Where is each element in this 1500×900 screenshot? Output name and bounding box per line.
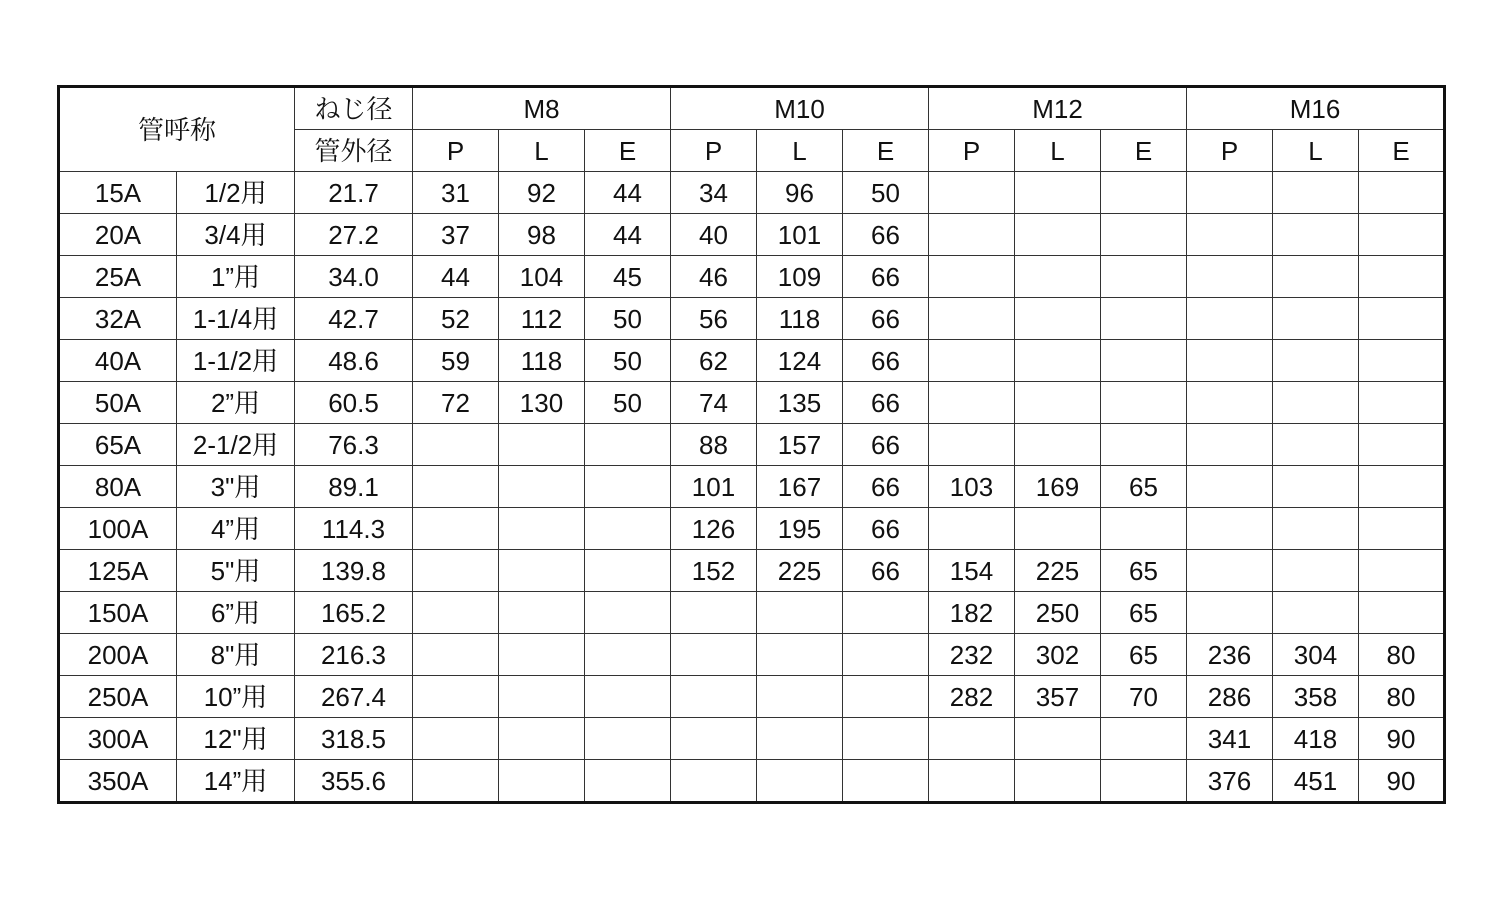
m8-e-cell: 45 [585,256,671,298]
subheader-m16-l: L [1273,130,1359,172]
subheader-m10-l: L [757,130,843,172]
m8-e-cell [585,676,671,718]
m8-e-cell: 50 [585,340,671,382]
m12-p-cell [929,340,1015,382]
m12-e-cell: 70 [1101,676,1187,718]
m16-e-cell [1359,508,1445,550]
m12-p-cell [929,256,1015,298]
m10-p-cell: 88 [671,424,757,466]
m16-p-cell [1187,466,1273,508]
m10-e-cell: 66 [843,508,929,550]
m10-e-cell: 66 [843,298,929,340]
pipe-size-cell: 150A [59,592,177,634]
m8-e-cell [585,592,671,634]
header-group-m16: M16 [1187,87,1445,130]
m16-p-cell [1187,424,1273,466]
m12-l-cell [1015,172,1101,214]
m12-p-cell [929,508,1015,550]
table-body [59,172,1445,803]
header-pipe-name: 管呼称 [59,87,295,172]
outer-diameter-cell: 355.6 [295,760,413,803]
pipe-size-cell: 20A [59,214,177,256]
m8-p-cell [413,550,499,592]
m16-l-cell [1273,298,1359,340]
m8-p-cell [413,466,499,508]
m10-e-cell: 66 [843,340,929,382]
m16-e-cell [1359,172,1445,214]
m8-e-cell [585,634,671,676]
pipe-size-cell: 25A [59,256,177,298]
m10-e-cell: 66 [843,256,929,298]
m8-e-cell [585,550,671,592]
m16-p-cell [1187,592,1273,634]
m10-e-cell: 66 [843,214,929,256]
m10-p-cell [671,676,757,718]
m8-e-cell [585,466,671,508]
pipe-size-cell: 40A [59,340,177,382]
m10-p-cell: 74 [671,382,757,424]
m10-l-cell [757,592,843,634]
m16-l-cell [1273,550,1359,592]
header-thread-diameter: ねじ径 [295,87,413,130]
m8-e-cell [585,718,671,760]
inch-size-cell: 2”用 [177,382,295,424]
m12-e-cell [1101,298,1187,340]
m10-e-cell [843,634,929,676]
inch-size-cell: 1”用 [177,256,295,298]
m8-p-cell [413,424,499,466]
table-row [59,298,1445,340]
dimension-table [57,85,1446,804]
m10-p-cell [671,592,757,634]
m16-l-cell [1273,340,1359,382]
m8-p-cell: 72 [413,382,499,424]
m12-p-cell [929,382,1015,424]
m8-p-cell [413,508,499,550]
header-group-m10: M10 [671,87,929,130]
m10-e-cell: 66 [843,550,929,592]
table-row [59,634,1445,676]
table-row [59,340,1445,382]
m12-l-cell [1015,424,1101,466]
m16-e-cell [1359,256,1445,298]
outer-diameter-cell: 216.3 [295,634,413,676]
m8-p-cell [413,634,499,676]
header-group-m12: M12 [929,87,1187,130]
pipe-size-cell: 80A [59,466,177,508]
pipe-size-cell: 32A [59,298,177,340]
table-row [59,172,1445,214]
m12-p-cell: 182 [929,592,1015,634]
table-row [59,466,1445,508]
m10-l-cell [757,634,843,676]
m16-l-cell [1273,466,1359,508]
m16-p-cell [1187,508,1273,550]
table-row [59,382,1445,424]
m8-p-cell: 52 [413,298,499,340]
m8-l-cell: 98 [499,214,585,256]
m8-p-cell [413,592,499,634]
m12-e-cell: 65 [1101,466,1187,508]
pipe-size-cell: 100A [59,508,177,550]
m10-p-cell: 101 [671,466,757,508]
m16-p-cell [1187,340,1273,382]
m8-l-cell [499,718,585,760]
pipe-size-cell: 65A [59,424,177,466]
m12-e-cell [1101,382,1187,424]
outer-diameter-cell: 139.8 [295,550,413,592]
m12-l-cell [1015,340,1101,382]
pipe-size-cell: 300A [59,718,177,760]
m12-e-cell [1101,508,1187,550]
m10-l-cell: 157 [757,424,843,466]
m16-p-cell: 341 [1187,718,1273,760]
inch-size-cell: 3/4用 [177,214,295,256]
m8-l-cell [499,466,585,508]
m12-p-cell [929,214,1015,256]
m8-e-cell: 44 [585,172,671,214]
m8-l-cell: 118 [499,340,585,382]
m12-l-cell [1015,256,1101,298]
m16-e-cell [1359,466,1445,508]
m10-l-cell: 124 [757,340,843,382]
subheader-m12-p: P [929,130,1015,172]
m16-l-cell: 418 [1273,718,1359,760]
header-row-1 [59,87,1445,130]
m16-e-cell: 80 [1359,634,1445,676]
m12-e-cell [1101,424,1187,466]
m12-p-cell [929,760,1015,803]
m8-l-cell [499,508,585,550]
m16-e-cell: 90 [1359,718,1445,760]
inch-size-cell: 5"用 [177,550,295,592]
table-row [59,550,1445,592]
m12-l-cell [1015,508,1101,550]
outer-diameter-cell: 89.1 [295,466,413,508]
m10-p-cell: 56 [671,298,757,340]
m10-p-cell: 46 [671,256,757,298]
m8-p-cell: 31 [413,172,499,214]
inch-size-cell: 1-1/2用 [177,340,295,382]
m8-p-cell [413,760,499,803]
m8-e-cell [585,424,671,466]
m8-l-cell: 92 [499,172,585,214]
m12-p-cell: 232 [929,634,1015,676]
m12-e-cell [1101,256,1187,298]
m8-l-cell: 130 [499,382,585,424]
m10-l-cell [757,676,843,718]
table-row [59,214,1445,256]
m12-p-cell [929,424,1015,466]
m16-e-cell [1359,550,1445,592]
table-row [59,592,1445,634]
m10-l-cell: 118 [757,298,843,340]
subheader-m8-e: E [585,130,671,172]
outer-diameter-cell: 114.3 [295,508,413,550]
m12-e-cell [1101,760,1187,803]
subheader-m16-p: P [1187,130,1273,172]
m8-l-cell [499,550,585,592]
m8-p-cell [413,718,499,760]
m12-e-cell: 65 [1101,550,1187,592]
m12-l-cell [1015,718,1101,760]
m10-l-cell: 109 [757,256,843,298]
inch-size-cell: 1/2用 [177,172,295,214]
m12-e-cell [1101,718,1187,760]
inch-size-cell: 3"用 [177,466,295,508]
pipe-size-cell: 125A [59,550,177,592]
m16-l-cell: 304 [1273,634,1359,676]
m12-p-cell: 103 [929,466,1015,508]
m16-e-cell: 90 [1359,760,1445,803]
m12-e-cell [1101,172,1187,214]
m16-l-cell: 358 [1273,676,1359,718]
subheader-m8-p: P [413,130,499,172]
m12-p-cell [929,718,1015,760]
m12-p-cell: 154 [929,550,1015,592]
m8-l-cell: 104 [499,256,585,298]
header-pipe-outer-diameter: 管外径 [295,130,413,172]
m12-e-cell [1101,214,1187,256]
outer-diameter-cell: 318.5 [295,718,413,760]
m16-l-cell [1273,256,1359,298]
m16-e-cell: 80 [1359,676,1445,718]
m12-l-cell: 357 [1015,676,1101,718]
m10-p-cell: 40 [671,214,757,256]
m12-p-cell [929,298,1015,340]
m8-p-cell: 44 [413,256,499,298]
m8-e-cell [585,508,671,550]
m10-e-cell [843,676,929,718]
subheader-m10-e: E [843,130,929,172]
outer-diameter-cell: 21.7 [295,172,413,214]
m10-p-cell [671,634,757,676]
m10-e-cell [843,718,929,760]
subheader-m12-e: E [1101,130,1187,172]
m12-e-cell: 65 [1101,634,1187,676]
table-row [59,424,1445,466]
pipe-size-cell: 15A [59,172,177,214]
m16-l-cell [1273,172,1359,214]
pipe-size-cell: 250A [59,676,177,718]
outer-diameter-cell: 60.5 [295,382,413,424]
m8-p-cell: 37 [413,214,499,256]
m12-e-cell [1101,340,1187,382]
inch-size-cell: 12"用 [177,718,295,760]
m16-l-cell [1273,592,1359,634]
m16-l-cell [1273,508,1359,550]
m8-l-cell [499,592,585,634]
m10-p-cell: 62 [671,340,757,382]
m10-p-cell: 152 [671,550,757,592]
m16-p-cell [1187,256,1273,298]
m12-l-cell [1015,382,1101,424]
m10-e-cell: 66 [843,382,929,424]
m10-e-cell: 66 [843,466,929,508]
m8-e-cell: 50 [585,298,671,340]
table-row [59,718,1445,760]
m16-p-cell [1187,298,1273,340]
m16-e-cell [1359,424,1445,466]
m12-p-cell: 282 [929,676,1015,718]
outer-diameter-cell: 42.7 [295,298,413,340]
m8-l-cell: 112 [499,298,585,340]
header-group-m8: M8 [413,87,671,130]
m16-p-cell [1187,172,1273,214]
m12-l-cell: 225 [1015,550,1101,592]
m8-l-cell [499,760,585,803]
pipe-size-cell: 350A [59,760,177,803]
m12-l-cell: 302 [1015,634,1101,676]
m8-l-cell [499,424,585,466]
inch-size-cell: 2-1/2用 [177,424,295,466]
m16-e-cell [1359,592,1445,634]
table-row [59,256,1445,298]
outer-diameter-cell: 27.2 [295,214,413,256]
m16-p-cell: 236 [1187,634,1273,676]
m8-l-cell [499,634,585,676]
m12-l-cell [1015,298,1101,340]
m16-p-cell [1187,382,1273,424]
subheader-m12-l: L [1015,130,1101,172]
m10-l-cell: 135 [757,382,843,424]
m8-e-cell: 50 [585,382,671,424]
m12-l-cell: 250 [1015,592,1101,634]
m16-l-cell [1273,382,1359,424]
m16-e-cell [1359,340,1445,382]
m16-l-cell [1273,214,1359,256]
m8-p-cell: 59 [413,340,499,382]
m10-l-cell [757,760,843,803]
m16-p-cell: 376 [1187,760,1273,803]
m10-p-cell: 126 [671,508,757,550]
m10-e-cell: 66 [843,424,929,466]
table-row [59,676,1445,718]
outer-diameter-cell: 48.6 [295,340,413,382]
inch-size-cell: 10”用 [177,676,295,718]
m10-l-cell: 101 [757,214,843,256]
m10-p-cell: 34 [671,172,757,214]
m10-l-cell [757,718,843,760]
table-row [59,508,1445,550]
m10-l-cell: 195 [757,508,843,550]
m10-l-cell: 225 [757,550,843,592]
outer-diameter-cell: 34.0 [295,256,413,298]
m16-e-cell [1359,214,1445,256]
m10-e-cell [843,592,929,634]
inch-size-cell: 8"用 [177,634,295,676]
m16-p-cell [1187,214,1273,256]
m10-p-cell [671,760,757,803]
m16-l-cell [1273,424,1359,466]
m16-p-cell: 286 [1187,676,1273,718]
subheader-m10-p: P [671,130,757,172]
table-row [59,760,1445,803]
inch-size-cell: 1-1/4用 [177,298,295,340]
m8-p-cell [413,676,499,718]
subheader-m16-e: E [1359,130,1445,172]
pipe-size-cell: 200A [59,634,177,676]
outer-diameter-cell: 76.3 [295,424,413,466]
m16-e-cell [1359,382,1445,424]
m12-l-cell [1015,214,1101,256]
m12-l-cell: 169 [1015,466,1101,508]
m12-l-cell [1015,760,1101,803]
m16-p-cell [1187,550,1273,592]
m16-l-cell: 451 [1273,760,1359,803]
m8-e-cell: 44 [585,214,671,256]
m10-l-cell: 96 [757,172,843,214]
m16-e-cell [1359,298,1445,340]
outer-diameter-cell: 165.2 [295,592,413,634]
m10-e-cell [843,760,929,803]
m8-e-cell [585,760,671,803]
pipe-size-cell: 50A [59,382,177,424]
subheader-m8-l: L [499,130,585,172]
m12-p-cell [929,172,1015,214]
inch-size-cell: 4”用 [177,508,295,550]
inch-size-cell: 6”用 [177,592,295,634]
m12-e-cell: 65 [1101,592,1187,634]
outer-diameter-cell: 267.4 [295,676,413,718]
m10-e-cell: 50 [843,172,929,214]
m10-p-cell [671,718,757,760]
m8-l-cell [499,676,585,718]
inch-size-cell: 14”用 [177,760,295,803]
m10-l-cell: 167 [757,466,843,508]
